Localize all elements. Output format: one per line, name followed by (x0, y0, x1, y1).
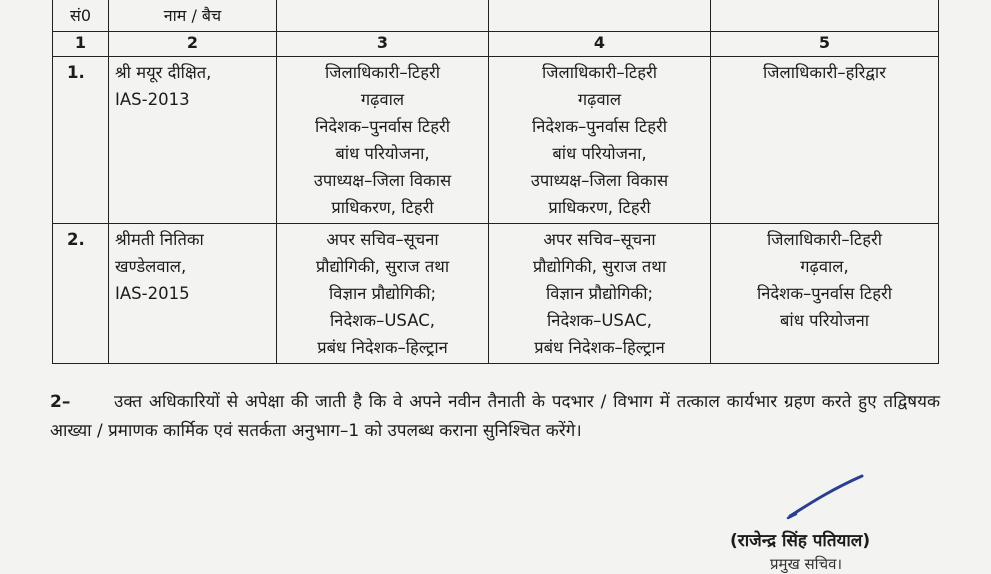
cell-line: विज्ञान प्रौद्योगिकी; (328, 284, 437, 303)
handwritten-signature (786, 472, 866, 526)
table-row (53, 224, 939, 364)
cell-line: गढ़वाल, (800, 257, 849, 276)
cell-line: निदेशक–पुनर्वास टिहरी (531, 117, 668, 136)
header-col3 (277, 0, 489, 32)
cell-line: अपर सचिव–सूचना (326, 230, 439, 249)
cell-line: जिलाधिकारी–टिहरी (542, 63, 657, 82)
new-posting (711, 224, 939, 364)
current-posting (277, 57, 489, 224)
header-col4 (489, 0, 711, 32)
cell-line: प्राधिकरण, टिहरी (548, 198, 651, 217)
paragraph-number: 2– (50, 392, 71, 412)
cell-line: प्रौद्योगिकी, सुराज तथा (315, 257, 450, 276)
cell-line: गढ़वाल (360, 90, 405, 109)
cell-line: श्री मयूर दीक्षित, (115, 63, 212, 82)
column-number: 4 (489, 32, 711, 57)
cell-line: निदेशक–पुनर्वास टिहरी (314, 117, 451, 136)
table-row (53, 57, 939, 224)
cell-line: बांध परियोजना, (552, 144, 647, 163)
signatory-name: (राजेन्द्र सिंह पतियाल) (730, 531, 871, 551)
cell-line: प्रबंध निदेशक–हिल्ट्रान (317, 338, 448, 357)
cell-line: जिलाधिकारी–हरिद्वार (763, 63, 886, 82)
cell-line: निदेशक–USAC, (547, 311, 652, 330)
cell-line: IAS-2015 (115, 284, 190, 303)
cell-line: प्रौद्योगिकी, सुराज तथा (532, 257, 667, 276)
signatory-designation: प्रमुख सचिव। (770, 555, 843, 573)
cell-line: प्रबंध निदेशक–हिल्ट्रान (534, 338, 665, 357)
cell-line: प्राधिकरण, टिहरी (331, 198, 434, 217)
header-col5 (711, 0, 939, 32)
posting-col4 (489, 57, 711, 224)
row-serial: 1. (53, 57, 109, 224)
column-number: 5 (711, 32, 939, 57)
transfer-table (52, 0, 939, 364)
column-number-row (53, 32, 939, 57)
cell-line: विज्ञान प्रौद्योगिकी; (545, 284, 654, 303)
officer-name-batch (109, 224, 277, 364)
officer-name-batch (109, 57, 277, 224)
cell-line: अपर सचिव–सूचना (543, 230, 656, 249)
column-number: 3 (277, 32, 489, 57)
instruction-paragraph (50, 388, 940, 446)
cell-line: उपाध्यक्ष–जिला विकास (313, 171, 452, 190)
cell-line: खण्डेलवाल, (115, 257, 187, 276)
new-posting (711, 57, 939, 224)
cell-line: निदेशक–पुनर्वास टिहरी (756, 284, 893, 303)
cell-line: गढ़वाल (577, 90, 622, 109)
paragraph-text: उक्त अधिकारियों से अपेक्षा की जाती है कि वे अपने नवीन तैनाती के पदभार / विभाग में तत्काल कार्यभार ग्रहण करते हुए तद्विषयक आख्या / प्रमाणक कार्मिक एवं सतर्कता अनुभाग–1 को उपलब्ध कराना सुनिश्चित करेंगे। (50, 392, 940, 441)
cell-line: जिलाधिकारी–टिहरी (767, 230, 882, 249)
table-header-row (53, 0, 939, 32)
row-serial: 2. (53, 224, 109, 364)
cell-line: निदेशक–USAC, (330, 311, 435, 330)
cell-line: श्रीमती नितिका (115, 230, 204, 249)
cell-line: बांध परियोजना, (335, 144, 430, 163)
posting-col4 (489, 224, 711, 364)
cell-line: उपाध्यक्ष–जिला विकास (530, 171, 669, 190)
cell-line: जिलाधिकारी–टिहरी (325, 63, 440, 82)
column-number: 1 (53, 32, 109, 57)
header-serial: सं0 (53, 0, 109, 32)
header-name-batch: नाम / बैच (109, 0, 277, 32)
cell-line: IAS-2013 (115, 90, 190, 109)
cell-line: बांध परियोजना (780, 311, 869, 330)
column-number: 2 (109, 32, 277, 57)
current-posting (277, 224, 489, 364)
